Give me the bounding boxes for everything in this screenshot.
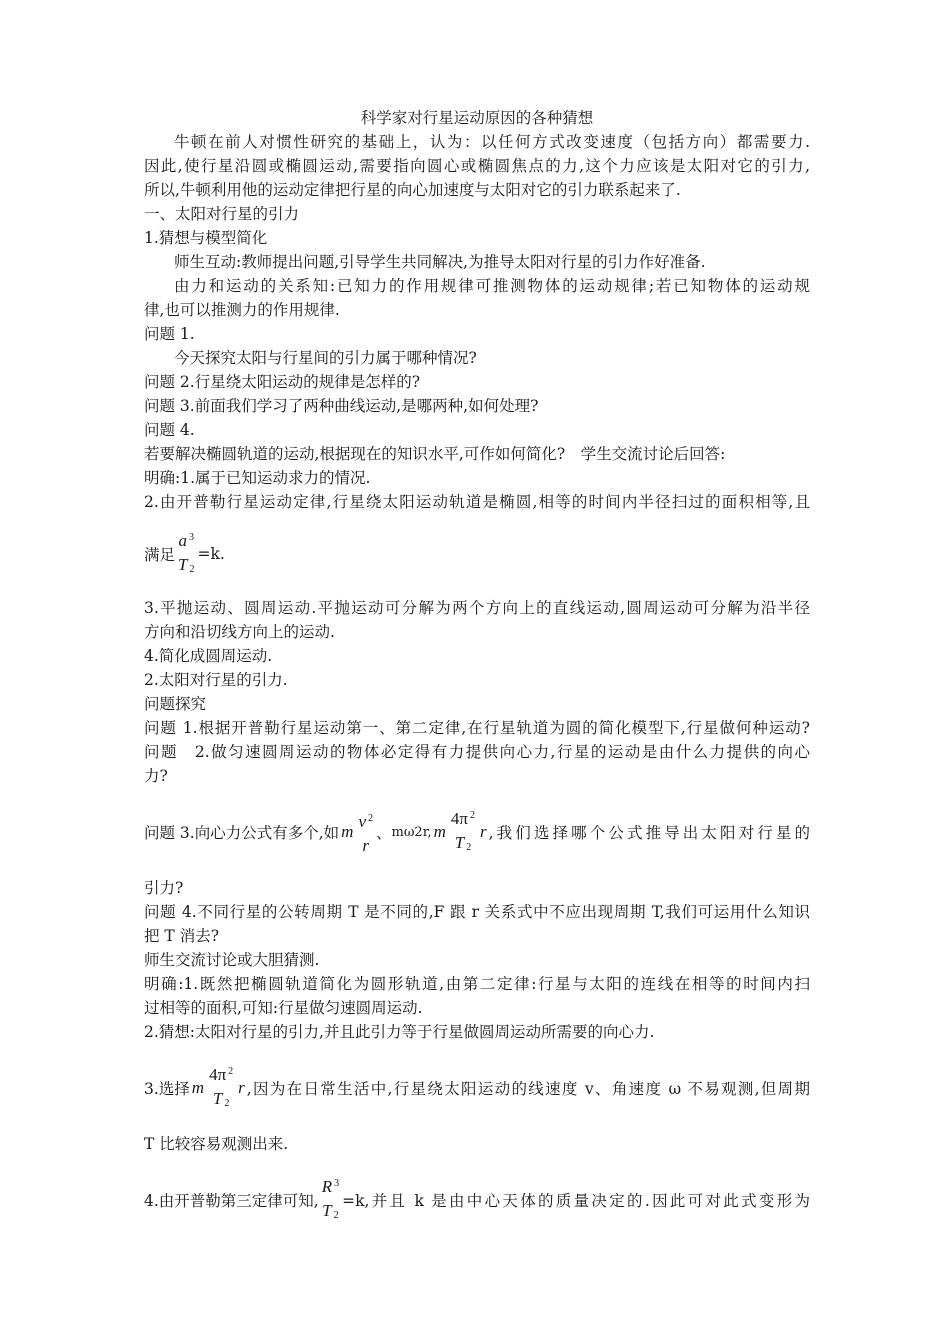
math-m: m xyxy=(341,822,354,841)
answer-line: 2.由开普勒行星运动定律,行星绕太阳运动轨道是椭圆,相等的时间内半径扫过的面积相等,且 xyxy=(144,493,810,511)
question-line: 问题 4.不同行星的公转周期 T 是不同的,F 跟 r 关系式中不应出现周期 T,我们可运用什么知识 xyxy=(144,903,810,921)
answer-line: T 比较容易观测出来. xyxy=(144,1135,289,1153)
formula-text: 问题 3.向心力公式有多个,如 xyxy=(144,824,340,842)
question-line: 力? xyxy=(144,767,168,785)
fraction-r3-over-t2: R $^3$ T $_2$ xyxy=(321,1177,340,1221)
question-line: 问题 1.根据开普勒行星运动第一、第二定律,在行星轨道为圆的简化模型下,行星做何种运动? xyxy=(144,719,810,737)
math-m: m xyxy=(191,1078,205,1097)
formula-line xyxy=(144,1168,810,1232)
answer-line: 4.简化成圆周运动. xyxy=(144,647,273,665)
page-title: 科学家对行星运动原因的各种猜想 xyxy=(360,109,594,127)
paragraph-line: 若要解决椭圆轨道的运动,根据现在的知识水平,可作如何简化? 学生交流讨论后回答: xyxy=(144,445,726,463)
fraction-4pi2-over-t2: 4π $^2$ T $_2$ xyxy=(209,1065,234,1109)
paragraph-line: 因此,使行星沿圆或椭圆运动,需要指向圆心或椭圆焦点的力,这个力应该是太阳对它的引力, xyxy=(144,157,810,175)
section-heading: 一、太阳对行星的引力 xyxy=(144,205,300,223)
formula-text: 满足 xyxy=(144,546,176,564)
formula-text: =k. xyxy=(197,545,225,563)
paragraph-line: 所以,牛顿利用他的运动定律把行星的向心加速度与太阳对它的引力联系起来了. xyxy=(144,181,681,199)
answer-line: 过相等的面积,可知:行星做匀速圆周运动. xyxy=(144,999,423,1017)
formula-text: mω2r, xyxy=(391,824,432,840)
question-line: 引力? xyxy=(144,879,184,897)
subsection-heading: 2.太阳对行星的引力. xyxy=(144,671,288,689)
paragraph-line: 由力和运动的关系知:已知力的作用规律可推测物体的运动规律;若已知物体的运动规 xyxy=(174,277,810,295)
formula-line xyxy=(144,1056,810,1120)
fraction-a3-over-t2: a $^3$ T $_2$ xyxy=(178,531,195,575)
paragraph-line: 问题探究 xyxy=(144,695,207,713)
formula-text: 3.选择 xyxy=(144,1080,190,1098)
formula-text: =k,并且 k 是由中心天体的质量决定的.因此可对此式变形为 xyxy=(342,1192,810,1210)
formula-text: 4.由开普勒第三定律可知, xyxy=(144,1192,319,1210)
paragraph-line: 师生交流讨论或大胆猜测. xyxy=(144,951,320,969)
answer-line: 方向和沿切线方向上的运动. xyxy=(144,623,335,641)
formula-line xyxy=(144,526,810,582)
answer-line: 明确:1.既然把椭圆轨道简化为圆形轨道,由第二定律:行星与太阳的连线在相等的时间内扫 xyxy=(144,975,810,993)
paragraph-line: 律,也可以推测力的作用规律. xyxy=(144,301,340,319)
paragraph-line: 牛顿在前人对惯性研究的基础上，认为：以任何方式改变速度（包括方向）都需要力. xyxy=(174,133,810,151)
question-line: 问题 3.前面我们学习了两种曲线运动,是哪两种,如何处理? xyxy=(144,397,539,415)
subsection-heading: 1.猜想与模型简化 xyxy=(144,229,268,247)
question-label: 问题 4. xyxy=(144,421,195,439)
paragraph-line: 今天探究太阳与行星间的引力属于哪种情况? xyxy=(174,349,477,367)
formula-text: 、 xyxy=(375,824,392,842)
paragraph-line: 师生互动:教师提出问题,引导学生共同解决,为推导太阳对行星的引力作好准备. xyxy=(174,253,706,271)
math-r: r xyxy=(480,822,487,841)
math-m: m xyxy=(433,822,446,841)
answer-line: 2.猜想:太阳对行星的引力,并且此引力等于行星做圆周运动所需要的向心力. xyxy=(144,1023,655,1041)
answer-line: 3.平抛运动、圆周运动.平抛运动可分解为两个方向上的直线运动,圆周运动可分解为沿半径 xyxy=(144,599,810,617)
question-line: 问题 2.做匀速圆周运动的物体必定得有力提供向心力,行星的运动是由什么力提供的向心 xyxy=(144,743,810,761)
formula-line xyxy=(144,800,810,864)
formula-text: ,我们选择哪个公式推导出太阳对行星的 xyxy=(488,824,810,842)
math-r: r xyxy=(238,1078,245,1097)
formula-text: ,因为在日常生活中,行星绕太阳运动的线速度 v、角速度 ω 不易观测,但周期 xyxy=(246,1080,810,1098)
document-body xyxy=(144,106,810,1232)
fraction-v2-over-r: v $^2$ r xyxy=(358,811,373,855)
fraction-4pi2-over-t2: 4π $^2$ T $_2$ xyxy=(450,809,475,853)
answer-line: 明确:1.属于已知运动求力的情况. xyxy=(144,469,371,487)
question-line: 把 T 消去? xyxy=(144,927,220,945)
question-line: 问题 2.行星绕太阳运动的规律是怎样的? xyxy=(144,373,421,391)
question-label: 问题 1. xyxy=(144,325,195,343)
